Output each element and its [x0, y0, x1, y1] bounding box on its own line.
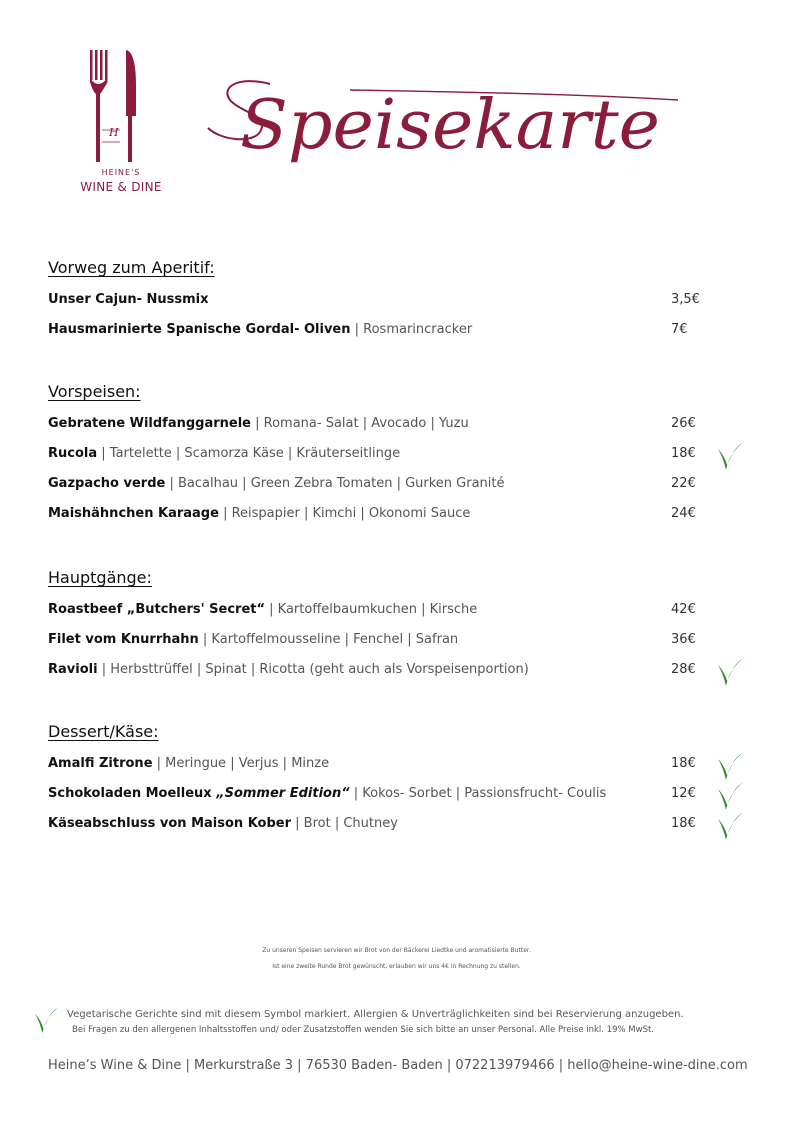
- dish-desc: | Brot | Chutney: [291, 816, 398, 831]
- vegetarian-icon: [716, 439, 746, 473]
- dish-name: Roastbeef „Butchers' Secret“: [48, 602, 266, 617]
- dish-desc: | Romana- Salat | Avocado | Yuzu: [251, 416, 469, 431]
- vegetarian-icon: [716, 749, 746, 783]
- title-text: Speisekarte: [240, 86, 660, 165]
- menu-item: [48, 292, 748, 314]
- dish-price: 12€: [671, 786, 696, 801]
- dish-name: Filet vom Knurrhahn: [48, 632, 199, 647]
- dish-desc: | Rosmarincracker: [350, 322, 473, 337]
- section-title: Dessert/Käse:: [48, 722, 159, 741]
- brand-line-2: WINE & DINE: [80, 180, 162, 194]
- dish-price: 3,5€: [671, 292, 700, 307]
- menu-item: [48, 816, 748, 838]
- dish-price: 18€: [671, 446, 696, 461]
- dish-name: Hausmarinierte Spanische Gordal- Oliven: [48, 322, 351, 337]
- bread-note-1: Zu unseren Speisen servieren wir Brot von der Bäckerei Liedtke und aromatisierte Butter.: [262, 947, 531, 954]
- dish-desc: | Kartoffelmousseline | Fenchel | Safran: [198, 632, 459, 647]
- dish-desc: | Meringue | Verjus | Minze: [152, 756, 330, 771]
- dish-price: 22€: [671, 476, 696, 491]
- dish-name: Schokoladen Moelleux: [48, 786, 217, 801]
- dish-price: 7€: [671, 322, 688, 337]
- dish-price: 24€: [671, 506, 696, 521]
- menu-item: [48, 756, 748, 778]
- monogram: H: [109, 126, 119, 139]
- menu-item: [48, 416, 748, 438]
- dish-price: 18€: [671, 816, 696, 831]
- dish-name: Gebratene Wildfanggarnele: [48, 416, 251, 431]
- dish-name: Rucola: [48, 446, 98, 461]
- fork-knife-icon: [84, 46, 156, 164]
- vegetarian-icon: [716, 655, 746, 689]
- dish-desc: | Kartoffelbaumkuchen | Kirsche: [265, 602, 478, 617]
- dish-price: 18€: [671, 756, 696, 771]
- dish-name: Käseabschluss von Maison Kober: [48, 816, 292, 831]
- page-title: [200, 66, 680, 176]
- dish-name: Maishähnchen Karaage: [48, 506, 219, 521]
- menu-item: [48, 662, 748, 684]
- bread-note-2: Ist eine zweite Runde Brot gewünscht, erlauben wir uns 4€ in Rechnung zu stellen.: [272, 963, 521, 970]
- dish-desc: | Tartelette | Scamorza Käse | Kräuterseitlinge: [97, 446, 401, 461]
- section-title: Hauptgänge:: [48, 568, 152, 587]
- menu-item: [48, 322, 748, 344]
- menu-item: [48, 632, 748, 654]
- dish-desc: | Bacalhau | Green Zebra Tomaten | Gurken Granité: [165, 476, 505, 491]
- dish-name: Amalfi Zitrone: [48, 756, 153, 771]
- vegetarian-legend-icon: [33, 1004, 61, 1036]
- dish-name: Ravioli: [48, 662, 98, 677]
- vegetarian-icon: [716, 779, 746, 813]
- menu-item: [48, 476, 748, 498]
- section-title: Vorweg zum Aperitif:: [48, 258, 215, 277]
- brand-line-1: HEINE'S: [101, 168, 141, 177]
- dish-desc: | Reispapier | Kimchi | Okonomi Sauce: [218, 506, 471, 521]
- dish-desc: | Herbsttrüffel | Spinat | Ricotta (geht auch als Vorspeisenportion): [97, 662, 529, 677]
- dish-price: 26€: [671, 416, 696, 431]
- contact-line: Heine’s Wine & Dine | Merkurstraße 3 | 76530 Baden- Baden | 072213979466 | hello@heine-wine-dine.com: [48, 1058, 748, 1073]
- dish-price: 28€: [671, 662, 696, 677]
- vegetarian-icon: [716, 809, 746, 843]
- restaurant-logo: [78, 46, 164, 202]
- dish-name: Unser Cajun- Nussmix: [48, 292, 209, 307]
- menu-item: [48, 602, 748, 624]
- menu-item: [48, 786, 748, 808]
- dish-name-emphasis: „Sommer Edition“: [216, 786, 350, 801]
- section-title: Vorspeisen:: [48, 382, 141, 401]
- menu-item: [48, 506, 748, 528]
- menu-item: [48, 446, 748, 468]
- dish-desc: | Kokos- Sorbet | Passionsfrucht- Coulis: [349, 786, 607, 801]
- dish-name: Gazpacho verde: [48, 476, 166, 491]
- legend-text-2: Bei Fragen zu den allergenen Inhaltsstoffen und/ oder Zusatzstoffen wenden Sie sich bitte an unser Personal. Alle Preise inkl. 19% MwSt.: [72, 1025, 654, 1035]
- dish-price: 42€: [671, 602, 696, 617]
- dish-price: 36€: [671, 632, 696, 647]
- legend-text-1: Vegetarische Gerichte sind mit diesem Symbol markiert. Allergien & Unverträglichkeiten sind bei Reservierung anzugeben.: [67, 1009, 684, 1020]
